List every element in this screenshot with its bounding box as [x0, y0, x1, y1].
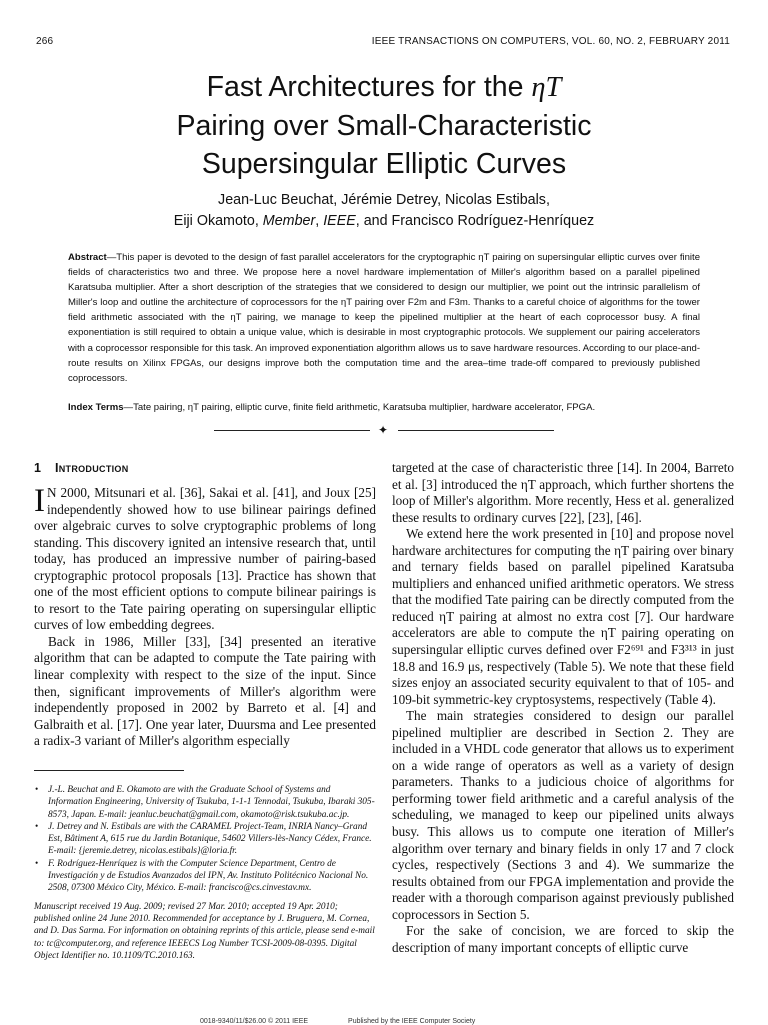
- member-designation: Member: [262, 213, 316, 229]
- drop-cap: I: [34, 483, 45, 519]
- divider-ornament: ✦: [378, 423, 389, 437]
- abstract-text: —This paper is devoted to the design of fast parallel accelerators for the cryptographic ηT pairing on supersingular elliptic curves over finite fields of characteristics two and three. We propose here a novel hardware implementation of Miller's algorithm based on a parallel pipelined Karatsuba multiplier. After a short description of the strategies that we considered to design our multiplier, we point out the intrinsic parallelism of Miller's loop and outline the architecture of coprocessors for the ηT pairing over F2m and F3m. Thanks to a careful choice of algorithms for the tower field arithmetic associated with the ηT pairing, we manage to keep the pipelined multiplier at the heart of each coprocessor busy. A final exponentiation is still required to obtain a unique value, which is desirable in most cryptographic protocols. We supplement our pairing accelerators with a coprocessor responsible for this task. An improved exponentiation algorithm allows us to save hardware resources. According to our place-and-route results on Xilinx FPGAs, our designs improve both the computation time and the area–time trade-off compared to previously published coprocessors.: [68, 252, 701, 384]
- intro-paragraph-6: For the sake of concision, we are forced to skip the description of many important concepts of elliptic curve: [392, 923, 734, 955]
- publisher-text: Published by the IEEE Computer Society: [348, 1018, 476, 1025]
- intro-paragraph-5: The main strategies considered to design our parallel pipelined multiplier are described in Section 2. They are included in a VHDL code generator that allows us to experiment on a wide range of operators as well as a variety of design parameters. Thanks to a judicious choice of algorithms for performing tower field arithmetic and a careful analysis of the scheduling, we managed to keep our pipelined units always busy. This allows us to compute one iteration of Miller's algorithm over ternary and binary fields in only 17 and 7 clock cycles, respectively (Sections 3 and 4). We summarize the results obtained from our FPGA implementation and provide the reader with a thorough comparison against previously published coprocessors in Section 5.: [392, 708, 734, 922]
- affiliation-text: F. Rodríguez-Henríquez is with the Computer Science Department, Centro de Investigación y de Estudios Avanzados del IPN, Av. Instituto Politécnico Nacional No. 2508, 07300 México City, México. E-mail: francisco@cs.cinvestav.mx.: [48, 858, 369, 894]
- section-title: Introduction: [54, 461, 129, 475]
- affiliation-item: [34, 784, 376, 821]
- intro-paragraph-2: Back in 1986, Miller [33], [34] presented an iterative algorithm that can be adapted to compute the Tate pairing with linear complexity with respect to the size of the input. Since then, significant improvements of Miller's algorithm were independently proposed in 2002 by Barreto et al. [4] and Galbraith et al. [17]. One year later, Duursma and Lee presented a radix-3 variant of Miller's algorithm especially: [34, 633, 376, 749]
- divider-line-right: [398, 430, 554, 431]
- section-divider: [214, 424, 554, 438]
- bullet: •: [35, 785, 39, 795]
- right-column: [392, 460, 734, 956]
- affiliation-list: [34, 784, 376, 895]
- footnotes: [34, 784, 376, 962]
- left-column: [34, 460, 376, 750]
- authors-line-2: [40, 211, 728, 232]
- title-line-2: Pairing over Small-Characteristic: [176, 110, 592, 142]
- bullet: •: [35, 858, 39, 869]
- ieee-designation: IEEE: [323, 213, 356, 229]
- divider-line-left: [214, 430, 370, 431]
- affiliation-item: [34, 858, 376, 895]
- copyright-text: 0018-9340/11/$26.00 © 2011 IEEE: [200, 1018, 309, 1025]
- journal-header: IEEE TRANSACTIONS ON COMPUTERS, VOL. 60, NO. 2, FEBRUARY 2011: [371, 36, 730, 47]
- intro-paragraph-4: We extend here the work presented in [10] and propose novel hardware architectures for computing the ηT pairing over binary and ternary fields based on parallel pipelined Karatsuba multipliers and enhanced unified arithmetic operators. We stress that the modified Tate pairing can be directly computed from the reduced ηT pairing at almost no extra cost [7]. Our hardware accelerators are able to compute the ηT pairing operating on supersingular elliptic curves defined over F2⁶⁹¹ and F3³¹³ in just 18.8 and 16.9 μs, respectively (Table 5). We note that these field sizes enjoy an associated security equivalent to that of 105- and 109-bit symmetric-key cryptosystems, respectively (Table 4).: [392, 526, 734, 707]
- title-line-3: Supersingular Elliptic Curves: [201, 148, 567, 180]
- author-rodriguez: , and Francisco Rodríguez-Henríquez: [355, 213, 595, 229]
- intro-paragraph-1: [34, 485, 376, 634]
- page-number: 266: [36, 36, 54, 47]
- affiliation-text: J. Detrey and N. Estibals are with the CARAMEL Project-Team, INRIA Nancy–Grand Est, Bâtiment A, 615 rue du Jardin Botanique, 54602 Villers-lès-Nancy Cédex, France. E-mail: {jeremie.detrey, nicolas.estibals}@loria.fr.: [48, 821, 372, 857]
- abstract-label: Abstract: [68, 252, 107, 263]
- author-separator: ,: [315, 213, 324, 229]
- abstract: [68, 250, 700, 386]
- section-number: 1: [34, 461, 41, 475]
- footnote-rule: [34, 770, 184, 771]
- intro-paragraph-3: targeted at the case of characteristic three [14]. In 2004, Barreto et al. [3] introduced the ηT approach, which further shortens the loop of Miller's algorithm. More recently, Hess et al. generalized these results to ordinary curves [22], [23], [46].: [392, 460, 734, 525]
- author-okamoto: Eiji Okamoto,: [173, 213, 263, 229]
- bullet: •: [35, 821, 39, 832]
- intro-paragraph-1-text: N 2000, Mitsunari et al. [36], Sakai et al. [41], and Joux [25] independently showed how to use bilinear pairings defined over algebraic curves to solve cryptographic problems of long standing. This discovery ignited an intensive research that, until today, has produced an impressive number of pairing-based cryptographic protocol proposals [13]. Practice has shown that one of the most efficient options to compute bilinear pairings is to resort to the Tate pairing operating on supersingular elliptic curves of low embedding degrees.: [34, 485, 376, 633]
- authors-line-1: Jean-Luc Beuchat, Jérémie Detrey, Nicolas Estibals,: [218, 192, 550, 208]
- index-terms: [68, 400, 700, 415]
- index-terms-label: Index Terms: [68, 402, 124, 413]
- section-heading: [34, 460, 376, 476]
- index-terms-text: —Tate pairing, ηT pairing, elliptic curve, finite field arithmetic, Karatsuba multiplier, hardware accelerator, FPGA.: [123, 402, 596, 413]
- eta-symbol: ηT: [531, 72, 562, 103]
- title-line-1: Fast Architectures for the: [206, 71, 532, 103]
- affiliation-text: J.-L. Beuchat and E. Okamoto are with the Graduate School of Systems and Information Engineering, University of Tsukuba, 1-1-1 Tennodai, Tsukuba, Ibaraki 305-8573, Japan. E-mail: jeanluc.beuchat@gmail.com, okamoto@risk.tsukuba.ac.jp.: [48, 785, 375, 820]
- author-list: [40, 190, 728, 232]
- manuscript-info: Manuscript received 19 Aug. 2009; revised 27 Mar. 2010; accepted 19 Apr. 2010; published online 24 June 2010. Recommended for acceptance by J. Bruguera, M. Cornea, and D. Das Sarma. For information on obtaining reprints of this article, please send e-mail to: tc@computer.org, and reference IEEECS Log Number TCSI-2009-08-0395. Digital Object Identifier no. 10.1109/TC.2010.163.: [34, 901, 375, 961]
- paper-title: [40, 68, 728, 183]
- affiliation-item: [34, 821, 376, 858]
